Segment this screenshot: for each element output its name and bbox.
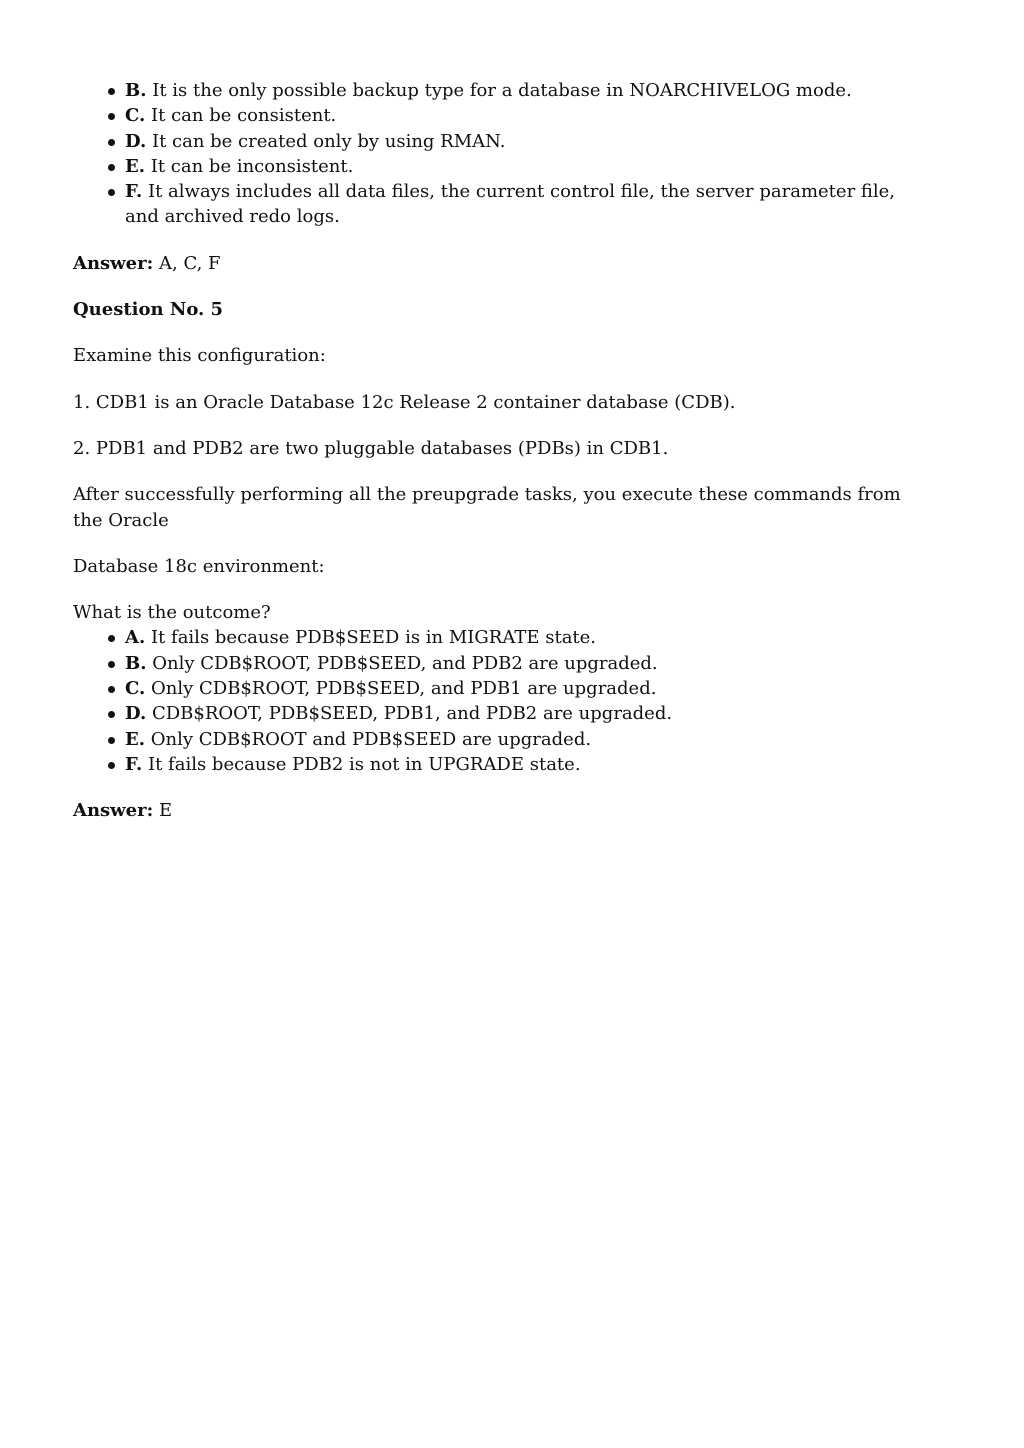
question-paragraph: What is the outcome?: [73, 602, 271, 624]
question5-options: [73, 625, 933, 777]
option-e: E. Only CDB$ROOT and PDB$SEED are upgraded.: [125, 727, 933, 752]
option-d: D. CDB$ROOT, PDB$SEED, PDB1, and PDB2 are upgraded.: [125, 701, 933, 726]
question-paragraph: 2. PDB1 and PDB2 are two pluggable databases (PDBs) in CDB1.: [73, 437, 669, 459]
option-c: C. It can be consistent.: [125, 103, 933, 128]
question-paragraph: Examine this configuration:: [73, 345, 326, 367]
question5-answer: Answer: E: [73, 800, 173, 822]
option-d: D. It can be created only by using RMAN.: [125, 129, 933, 154]
question-paragraph: 1. CDB1 is an Oracle Database 12c Release 2 container database (CDB).: [73, 391, 736, 413]
option-f: F. It always includes all data files, the current control file, the server parameter file, and archived redo logs.: [125, 179, 933, 230]
option-f: F. It fails because PDB2 is not in UPGRADE state.: [125, 752, 933, 777]
option-b: B. It is the only possible backup type for a database in NOARCHIVELOG mode.: [125, 78, 933, 103]
document-page: [73, 78, 933, 824]
question-paragraph: After successfully performing all the preupgrade tasks, you execute these commands from the Oracle: [73, 484, 901, 531]
prev-question-options: [73, 78, 933, 230]
option-b: B. Only CDB$ROOT, PDB$SEED, and PDB2 are upgraded.: [125, 651, 933, 676]
question-title: Question No. 5: [73, 299, 224, 321]
question-paragraph: Database 18c environment:: [73, 555, 325, 577]
option-a: A. It fails because PDB$SEED is in MIGRATE state.: [125, 625, 933, 650]
option-e: E. It can be inconsistent.: [125, 154, 933, 179]
prev-answer: Answer: A, C, F: [73, 252, 221, 274]
option-c: C. Only CDB$ROOT, PDB$SEED, and PDB1 are upgraded.: [125, 676, 933, 701]
